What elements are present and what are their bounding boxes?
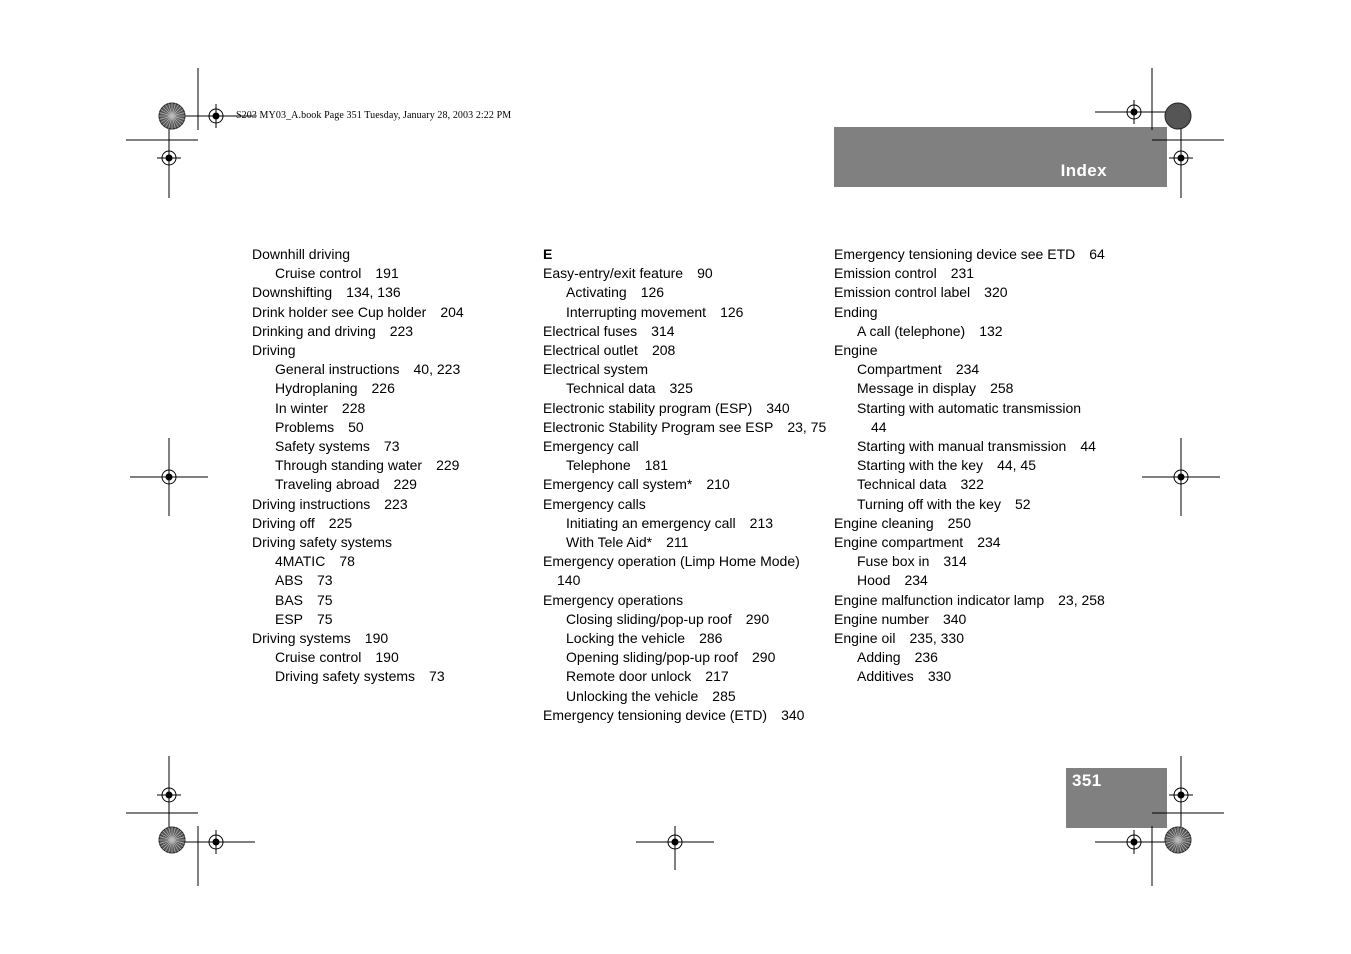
index-term: Electronic Stability Program see ESP xyxy=(543,418,774,435)
index-term: Opening sliding/pop-up roof xyxy=(566,649,739,666)
index-term: Engine malfunction indicator lamp xyxy=(834,591,1045,608)
index-term: Emergency tensioning device see ETD xyxy=(834,246,1076,262)
index-page-ref: 73 xyxy=(317,572,333,589)
index-page-ref: 78 xyxy=(339,553,355,570)
index-term: Emergency tensioning device (ETD) xyxy=(543,706,768,723)
index-page-ref: 320 xyxy=(984,284,1008,301)
index-term: Turning off with the key xyxy=(857,495,1001,512)
index-term: Activating xyxy=(566,284,627,301)
index-term: ABS xyxy=(275,572,304,589)
index-page-ref: 231 xyxy=(950,265,975,282)
index-term: Easy-entry/exit feature xyxy=(543,265,684,282)
index-term: Traveling abroad xyxy=(275,476,380,493)
index-term: Starting with the key xyxy=(857,457,984,474)
index-term: Drinking and driving xyxy=(252,322,376,339)
index-term: Telephone xyxy=(566,457,631,474)
index-page-ref: 325 xyxy=(669,380,693,397)
index-page-ref: 213 xyxy=(749,514,774,531)
index-term: Electrical outlet xyxy=(543,342,638,359)
index-page-ref: 228 xyxy=(341,399,366,416)
index-term: ESP xyxy=(275,610,304,627)
index-page-ref: 52 xyxy=(1014,495,1031,512)
index-page-ref: 211 xyxy=(666,534,689,551)
index-page-ref: 64 xyxy=(1089,246,1105,262)
index-term: A call (telephone) xyxy=(857,322,966,339)
index-term: Emergency call xyxy=(543,438,639,455)
index-page-ref: 225 xyxy=(328,514,353,531)
index-page-ref: 204 xyxy=(440,303,464,320)
index-term: Driving systems xyxy=(252,630,351,647)
index-page-ref: 140 xyxy=(557,572,581,589)
index-term: Engine oil xyxy=(834,630,896,647)
index-term: Cruise control xyxy=(275,265,362,282)
index-term: Cruise control xyxy=(275,649,362,666)
index-term: Interrupting movement xyxy=(566,303,707,320)
index-term: Safety systems xyxy=(275,438,370,455)
index-page-ref: 285 xyxy=(712,687,736,704)
index-term: E xyxy=(543,246,553,262)
index-page-ref: 181 xyxy=(644,457,668,474)
index-term: Engine compartment xyxy=(834,534,964,551)
index-page-ref: 258 xyxy=(990,380,1014,397)
index-term: Emission control xyxy=(834,265,937,282)
index-page-ref: 340 xyxy=(942,610,967,627)
index-term: Emergency operations xyxy=(543,591,684,608)
index-term: Downhill driving xyxy=(252,246,351,262)
index-term: Drink holder see Cup holder xyxy=(252,303,427,320)
index-term: Through standing water xyxy=(275,457,423,474)
index-term: Compartment xyxy=(857,361,942,378)
index-term: Downshifting xyxy=(252,284,333,301)
index-term: General instructions xyxy=(275,361,400,378)
index-page-ref: 132 xyxy=(979,322,1003,339)
index-term: Hydroplaning xyxy=(275,380,358,397)
index-page-ref: 340 xyxy=(781,706,805,723)
index-page-ref: 234 xyxy=(904,572,928,589)
page-number: 351 xyxy=(1072,771,1102,790)
index-term: Starting with automatic transmission xyxy=(857,399,1082,416)
index-term: Technical data xyxy=(857,476,947,493)
index-page-ref: 322 xyxy=(960,476,984,493)
index-term: Driving safety systems xyxy=(275,668,416,685)
index-term: Initiating an emergency call xyxy=(566,514,736,531)
index-page-ref: 23, 258 xyxy=(1058,591,1105,608)
index-term: Driving xyxy=(252,342,296,359)
index-page-ref: 290 xyxy=(745,610,770,627)
index-term: Electrical fuses xyxy=(543,322,638,339)
index-page-ref: 340 xyxy=(766,399,790,416)
index-page-ref: 75 xyxy=(317,591,333,608)
index-page-ref: 23, 75 xyxy=(787,418,827,435)
index-term: Adding xyxy=(857,649,901,666)
index-page-ref: 190 xyxy=(364,630,389,647)
index-page-ref: 44 xyxy=(871,418,887,435)
index-page-ref: 75 xyxy=(317,610,333,627)
index-page-ref: 250 xyxy=(947,514,971,531)
index-page-ref: 210 xyxy=(706,476,730,493)
index-page-ref: 223 xyxy=(389,322,414,339)
index-page-ref: 290 xyxy=(752,649,776,666)
index-page-ref: 90 xyxy=(697,265,713,282)
index-page-ref: 190 xyxy=(375,649,399,666)
index-page-ref: 229 xyxy=(393,476,417,493)
index-page-ref: 223 xyxy=(384,495,408,512)
index-term: Engine cleaning xyxy=(834,514,934,531)
index-term: Hood xyxy=(857,572,891,589)
index-term: 4MATIC xyxy=(275,553,326,570)
index-term: Locking the vehicle xyxy=(566,630,686,647)
index-page-ref: 191 xyxy=(375,265,399,282)
index-page-ref: 126 xyxy=(640,284,665,301)
index-page-ref: 50 xyxy=(348,418,364,435)
index-page-ref: 234 xyxy=(955,361,980,378)
index-page-ref: 217 xyxy=(705,668,729,685)
index-page-ref: 126 xyxy=(720,303,744,320)
gray-dot-icon xyxy=(1165,103,1191,129)
index-term: Technical data xyxy=(566,380,656,397)
index-term: Additives xyxy=(857,668,914,685)
index-term: Electrical system xyxy=(543,361,649,378)
index-page-ref: 234 xyxy=(977,534,1001,551)
index-term: Driving instructions xyxy=(252,495,371,512)
index-page-ref: 134, 136 xyxy=(346,284,401,301)
index-term: With Tele Aid* xyxy=(566,534,653,551)
index-term: Starting with manual transmission xyxy=(857,438,1067,455)
index-term: BAS xyxy=(275,591,304,608)
section-title: Index xyxy=(1060,161,1107,180)
print-header: S203 MY03_A.book Page 351 Tuesday, January 28, 2003 2:22 PM xyxy=(236,110,512,121)
index-page-ref: 73 xyxy=(429,668,445,685)
index-term: Driving safety systems xyxy=(252,534,393,551)
index-page-ref: 44, 45 xyxy=(997,457,1036,474)
index-term: Fuse box in xyxy=(857,553,930,570)
index-term: Emergency call system* xyxy=(543,476,693,493)
index-page-ref: 314 xyxy=(943,553,967,570)
index-term: Closing sliding/pop-up roof xyxy=(566,610,732,627)
index-term: Engine xyxy=(834,342,878,359)
index-term: Driving off xyxy=(252,514,315,531)
index-term: Problems xyxy=(275,418,335,435)
index-page-ref: 208 xyxy=(651,342,676,359)
index-page-ref: 40, 223 xyxy=(413,361,461,378)
index-term: Emergency calls xyxy=(543,495,646,512)
index-page-ref: 235, 330 xyxy=(909,630,964,647)
index-term: Message in display xyxy=(857,380,977,397)
index-term: Unlocking the vehicle xyxy=(566,687,699,704)
index-page-ref: 44 xyxy=(1080,438,1096,455)
index-term: Emergency operation (Limp Home Mode) xyxy=(543,553,800,570)
index-term: Engine number xyxy=(834,610,929,627)
index-page-ref: 236 xyxy=(914,649,938,666)
index-term: Electronic stability program (ESP) xyxy=(543,399,753,416)
index-page-ref: 314 xyxy=(651,322,675,339)
index-page-ref: 73 xyxy=(383,438,400,455)
index-term: In winter xyxy=(275,399,328,416)
index-term: Emission control label xyxy=(834,284,971,301)
index-page-ref: 330 xyxy=(927,668,952,685)
index-page-ref: 286 xyxy=(699,630,723,647)
index-term: Ending xyxy=(834,303,878,320)
index-term: Remote door unlock xyxy=(566,668,692,685)
index-page-ref: 229 xyxy=(436,457,460,474)
index-page-ref: 226 xyxy=(371,380,395,397)
